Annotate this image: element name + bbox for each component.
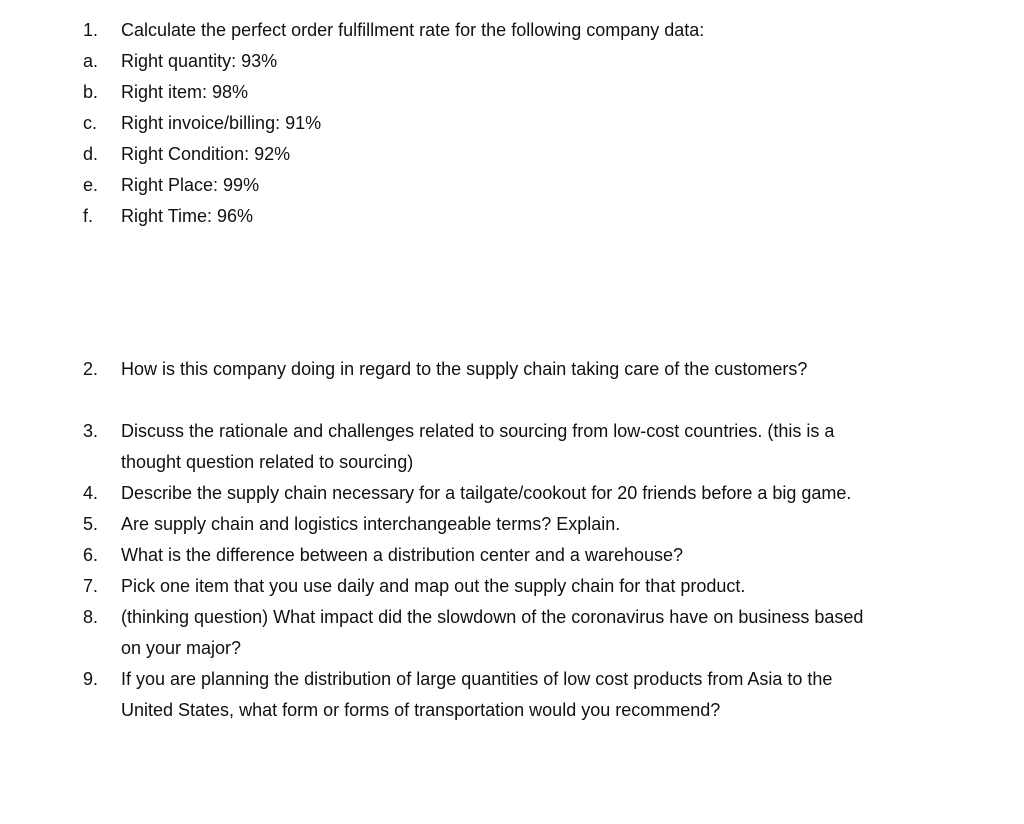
question-text: Describe the supply chain necessary for a tailgate/cookout for 20 friends before a big game. [121,483,852,503]
list-marker: a. [83,51,99,71]
question-text: (thinking question) What impact did the slowdown of the coronavirus have on business based [121,607,864,627]
question-3-continued [0,447,1024,478]
list-marker: d. [83,144,99,164]
list-number: 2. [83,359,99,379]
question-text: If you are planning the distribution of large quantities of low cost products from Asia to the [121,669,833,689]
question-text: on your major? [121,638,242,658]
question-5 [0,509,1024,540]
list-number: 4. [83,483,99,503]
question-7 [0,571,1024,602]
sub-item-text: Right Place: 99% [121,175,260,195]
sub-item-a [0,46,1024,77]
list-number: 5. [83,514,99,534]
question-3 [0,416,1024,447]
question-text: How is this company doing in regard to the supply chain taking care of the customers? [121,359,808,379]
question-text: Discuss the rationale and challenges related to sourcing from low-cost countries. (this is a [121,421,835,441]
question-8 [0,602,1024,633]
list-number: 1. [83,20,99,40]
list-number: 3. [83,421,99,441]
list-number: 6. [83,545,99,565]
sub-item-b [0,77,1024,108]
question-6 [0,540,1024,571]
sub-item-text: Right invoice/billing: 91% [121,113,322,133]
question-8-continued [0,633,1024,664]
sub-item-f [0,201,1024,232]
sub-item-text: Right quantity: 93% [121,51,278,71]
question-text: What is the difference between a distribution center and a warehouse? [121,545,684,565]
list-number: 7. [83,576,99,596]
question-1 [0,15,1024,46]
question-text: Pick one item that you use daily and map out the supply chain for that product. [121,576,746,596]
question-text: Are supply chain and logistics interchangeable terms? Explain. [121,514,621,534]
sub-item-d [0,139,1024,170]
question-9 [0,664,1024,695]
question-text: United States, what form or forms of transportation would you recommend? [121,700,721,720]
sub-item-text: Right item: 98% [121,82,249,102]
list-number: 8. [83,607,99,627]
sub-item-c [0,108,1024,139]
sub-item-e [0,170,1024,201]
sub-item-text: Right Condition: 92% [121,144,291,164]
question-text: thought question related to sourcing) [121,452,414,472]
sub-item-text: Right Time: 96% [121,206,254,226]
question-text: Calculate the perfect order fulfillment rate for the following company data: [121,20,705,40]
list-marker: c. [83,113,98,133]
question-2 [0,354,1024,385]
list-marker: f. [83,206,94,226]
question-9-continued [0,695,1024,726]
list-marker: e. [83,175,99,195]
list-marker: b. [83,82,99,102]
list-number: 9. [83,669,99,689]
question-4 [0,478,1024,509]
